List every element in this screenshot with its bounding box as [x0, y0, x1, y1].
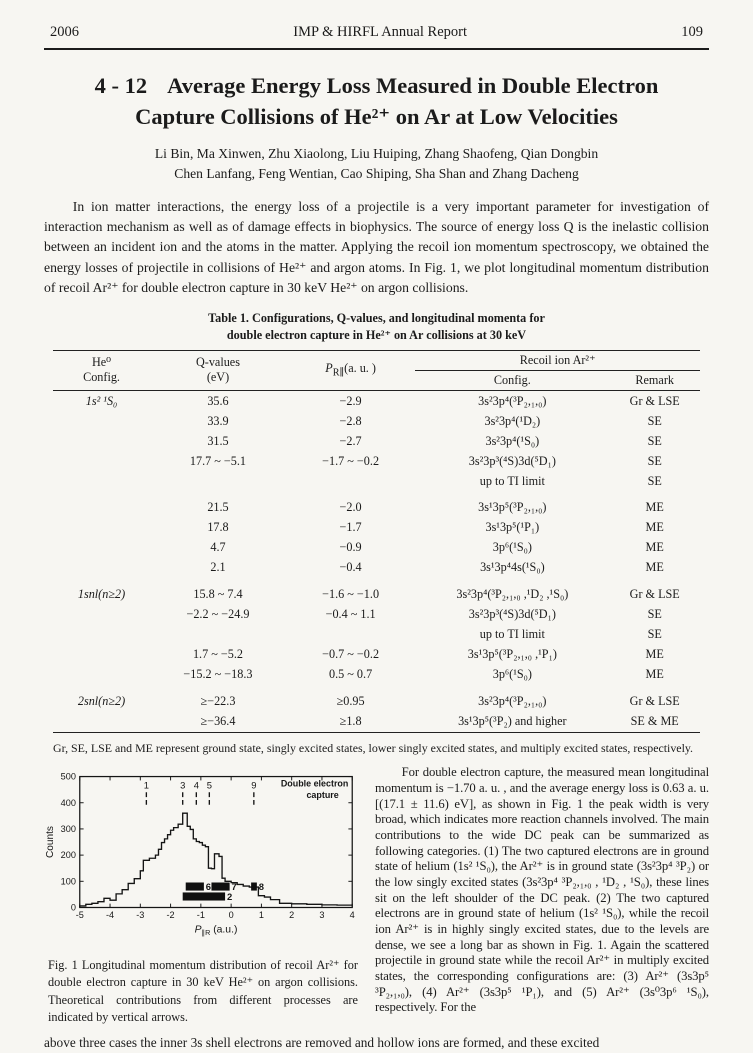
table-cell — [53, 538, 150, 558]
table-cell: 0.5 ~ 0.7 — [329, 667, 373, 682]
article-number: 4 - 12 — [94, 73, 148, 98]
table-cell: SE — [647, 453, 662, 468]
x-axis-tick-label: -2 — [166, 910, 175, 921]
table-cell — [53, 558, 150, 578]
table-cell: 3s²3p⁴(³P₂,₁,₀) — [478, 693, 547, 708]
table-cell: 1snl(n≥2) — [77, 587, 126, 602]
table-cell: 3s¹3p⁵(³P₂) and higher — [458, 713, 567, 728]
table-cell: −2.0 — [339, 500, 362, 515]
data-table — [53, 350, 700, 733]
table-row — [53, 558, 700, 578]
table-row — [53, 665, 700, 685]
table-cell — [53, 518, 150, 538]
arrow-label: 5 — [206, 779, 212, 791]
table-cell: −0.9 — [339, 540, 362, 555]
table-cell — [53, 431, 150, 451]
table-cell: −2.7 — [339, 433, 362, 448]
y-axis-tick-label: 0 — [70, 902, 76, 913]
x-axis-tick-label: 4 — [349, 910, 355, 921]
table-cell — [150, 625, 286, 645]
table-cell — [53, 471, 150, 491]
table-cell: −2.8 — [339, 413, 362, 428]
header-journal-title: IMP & HIRFL Annual Report — [293, 24, 467, 40]
table-cell: 1.7 ~ −5.2 — [192, 647, 243, 662]
table-cell — [53, 665, 150, 685]
body-paragraph: For double electron capture, the measured mean longitudinal momentum is −1.70 a. u. , and the average energy loss is 0.63 a. u. [(17.1 ± 11.6) eV], as shown in Fig. 1 the peak width is very broad, which indicates more reaction channels involved. The main contributions to the wide DC peak can be summarized as following categories. (1) The two captured electrons are in ground state of helium (1s² ¹S₀), the Ar²⁺ is in ground state (3s²3p⁴ ³P₂) or the low singly excited states (3s²3p⁴ ³P₂,₁,₀ , ¹D₂ , ¹S₀), these lines sit on the left shoulder of the DC peak. (2) The two captured electrons are in ground state of helium (1s² ¹S₀), while the recoil ion Ar²⁺ is in highly singly excited states, due to the levels are dense, we see a long bar as shown in Fig. 1. Again the scattered projectile in ground state while the recoil Ar²⁺ in multiply excited states, the corresponding configurations are: (3) Ar²⁺ (3s3p⁵ ³P₂,₁,₀), (4) Ar²⁺ (3s3p⁵ ¹P₁), and (5) Ar²⁺ (3s⁰3p⁶ ¹S₀), respectively. For the — [375, 765, 709, 1015]
y-axis-tick-label: 100 — [60, 876, 76, 887]
histogram-chart — [44, 765, 362, 946]
x-axis-tick-label: 2 — [289, 910, 295, 921]
table-cell: −1.6 ~ −1.0 — [322, 587, 380, 602]
table-cell: −0.4 — [339, 560, 362, 575]
table-cell: 3p⁶(¹S₀) — [492, 667, 532, 682]
x-axis-tick-label: -1 — [196, 910, 205, 921]
col-header-recoil-ion: Recoil ion Ar²⁺ — [415, 350, 700, 370]
running-header — [44, 24, 709, 41]
table-cell: 17.7 ~ −5.1 — [189, 453, 247, 468]
table-cell: 4.7 — [210, 540, 226, 555]
col-header-recoil-config: Config. — [493, 372, 531, 387]
figure-column — [44, 765, 362, 1026]
table-cell: 3s²3p⁴(¹S₀) — [485, 433, 540, 448]
table-cell: SE & ME — [630, 713, 679, 728]
table-cell: SE — [647, 627, 662, 642]
arrow-label: 3 — [180, 779, 186, 791]
table-row — [53, 605, 700, 625]
table-row — [53, 391, 700, 412]
y-axis-tick-label: 200 — [60, 850, 76, 861]
arrow-label: 1 — [143, 779, 149, 791]
table-cell: Gr & LSE — [629, 587, 680, 602]
table-footnote: Gr, SE, LSE and ME represent ground state, singly excited states, lower singly excited states, and multiply excited states, respectively. — [53, 740, 694, 755]
table-cell: 1s² ¹S₀ — [85, 393, 118, 408]
table-cell: 3p⁶(¹S₀) — [492, 540, 532, 555]
table-cell: up to TI limit — [479, 627, 545, 642]
table-row — [53, 538, 700, 558]
table-cell: 35.6 — [207, 393, 229, 408]
table-cell: SE — [647, 473, 662, 488]
col-header-momentum: $P_{R\parallel}(a$. u. ) — [325, 360, 376, 379]
col-header-remark: Remark — [635, 372, 674, 387]
legend-line1: Double electron — [280, 778, 349, 789]
table-cell: SE — [647, 413, 662, 428]
table-cell: 3s¹3p⁵(³P₂,₁,₀ ,¹P₁) — [467, 647, 557, 662]
table-row — [53, 578, 700, 605]
figure-1-caption: Fig. 1 Longitudinal momentum distribution of recoil Ar²⁺ for double electron capture in 30 keV He²⁺ on argon collisions. Theoretical contributions from different processes are indicated by vertical arrows. — [48, 958, 358, 1024]
table-row — [53, 685, 700, 712]
table-cell: ME — [645, 500, 664, 515]
table-cell: 3s¹3p⁴4s(¹S₀) — [480, 560, 545, 575]
table-cell: ≥1.8 — [339, 713, 362, 728]
table-cell — [286, 471, 415, 491]
table-cell: −1.7 — [339, 520, 362, 535]
body-text-column — [375, 765, 709, 1026]
table-row — [53, 471, 700, 491]
table-cell: ME — [645, 540, 664, 555]
table-cell: 3s¹3p⁵(¹P₁) — [485, 520, 540, 535]
continuation-line: above three cases the inner 3s shell electrons are removed and hollow ions are formed, and these excited — [44, 1034, 600, 1050]
x-axis-tick-label: -4 — [105, 910, 115, 921]
table-cell: −0.4 ~ 1.1 — [325, 607, 376, 622]
y-axis-label: Counts — [44, 826, 56, 859]
two-column-section — [44, 765, 709, 1026]
y-axis-tick-label: 500 — [60, 771, 76, 782]
arrow-label: 4 — [193, 779, 199, 791]
contribution-bar — [211, 883, 229, 891]
table-caption-line2: double electron capture in He²⁺ on Ar collisions at 30 keV — [226, 327, 527, 342]
y-axis-tick-label: 300 — [60, 824, 76, 835]
figure-1-plot — [44, 765, 362, 951]
table-caption — [44, 310, 709, 344]
table-cell: 31.5 — [207, 433, 229, 448]
legend-line2: capture — [306, 790, 339, 801]
table-cell: ME — [645, 647, 664, 662]
header-rule — [44, 48, 709, 50]
x-axis-tick-label: -3 — [136, 910, 145, 921]
table-cell: −0.7 ~ −0.2 — [322, 647, 380, 662]
article-title-line2: Capture Collisions of He²⁺ on Ar at Low Velocities — [135, 104, 618, 130]
table-caption-line1: Table 1. Configurations, Q-values, and longitudinal momenta for — [208, 310, 545, 325]
table-cell: 15.8 ~ 7.4 — [193, 587, 243, 602]
contribution-bar-label: 6 — [205, 880, 212, 892]
y-axis-tick-label: 400 — [60, 797, 76, 808]
article-title — [44, 70, 709, 132]
table-cell: −15.2 ~ −18.3 — [183, 667, 253, 682]
table-row — [53, 711, 700, 732]
table-row — [53, 625, 700, 645]
author-list — [44, 144, 709, 183]
table-cell: ME — [645, 560, 664, 575]
contribution-bar — [183, 893, 225, 901]
intro-paragraph: In ion matter interactions, the energy loss of a projectile is a very important parameter for investigation of interaction mechanism as well as of damage effects in biophysics. The source of energy loss Q is the inelastic collision between an incident ion and the atoms in the matter. Applying the recoil ion momentum spectroscopy, we obtained the energy losses of projectile in collisions of He²⁺ and argon atoms. In Fig. 1, we plot longitudinal momentum distribution of recoil Ar²⁺ for double electron capture in 30 keV He²⁺ on argon collisions. — [44, 198, 709, 296]
contribution-bar-label: 2 — [227, 890, 233, 902]
table-cell: 17.8 — [207, 520, 229, 535]
table-cell — [286, 625, 415, 645]
table-cell — [150, 471, 286, 491]
table-cell: ≥−36.4 — [200, 713, 236, 728]
contribution-bar — [251, 883, 257, 891]
x-axis-tick-label: 3 — [319, 910, 325, 921]
table-cell: −2.9 — [339, 393, 362, 408]
table-cell — [53, 491, 150, 518]
x-axis-tick-label: 1 — [258, 910, 264, 921]
table-cell: ≥0.95 — [336, 693, 365, 708]
table-cell: 3s¹3p⁵(³P₂,₁,₀) — [478, 500, 547, 515]
table-cell: ME — [645, 520, 664, 535]
header-year: 2006 — [50, 24, 79, 40]
table-cell: 3s²3p⁴(¹D₂) — [484, 413, 541, 428]
table-row — [53, 645, 700, 665]
contribution-bar — [186, 883, 204, 891]
table-cell — [53, 411, 150, 431]
table-cell: 2.1 — [210, 560, 226, 575]
x-axis-tick-label: -5 — [75, 910, 84, 921]
contribution-bar-label: 8 — [258, 880, 265, 892]
table-cell: SE — [647, 607, 662, 622]
table-cell: 3s²3p⁴(³P₂,₁,₀ ,¹D₂ ,¹S₀) — [456, 587, 569, 602]
col-header-he-config: He⁰ Config. — [83, 355, 120, 385]
table-cell: SE — [647, 433, 662, 448]
table-row — [53, 431, 700, 451]
table-cell — [53, 605, 150, 625]
author-line2: Chen Lanfang, Feng Wentian, Cao Shiping, Sha Shan and Zhang Dacheng — [174, 165, 579, 181]
table-cell: ≥−22.3 — [200, 693, 236, 708]
table-cell — [53, 625, 150, 645]
table-cell — [53, 451, 150, 471]
header-page-number: 109 — [681, 24, 703, 40]
article-title-line1: 4 - 12 Average Energy Loss Measured in Double Electron — [94, 73, 659, 98]
col-header-q-values: Q-values (eV) — [195, 355, 240, 385]
table-cell — [53, 711, 150, 732]
table-cell: up to TI limit — [479, 473, 545, 488]
table-cell: −1.7 ~ −0.2 — [322, 453, 380, 468]
table-row — [53, 411, 700, 431]
x-axis-tick-label: 0 — [228, 910, 234, 921]
table-row — [53, 451, 700, 471]
arrow-label: 9 — [251, 779, 257, 791]
table-cell: 33.9 — [207, 413, 229, 428]
x-axis-label: $P_{\parallel R}$ (a.u.) — [194, 924, 238, 938]
table-header — [53, 350, 700, 391]
table-cell: −2.2 ~ −24.9 — [186, 607, 250, 622]
table-row — [53, 491, 700, 518]
table-cell: Gr & LSE — [629, 393, 680, 408]
table-cell: 2snl(n≥2) — [77, 693, 126, 708]
table-cell — [53, 645, 150, 665]
author-line1: Li Bin, Ma Xinwen, Zhu Xiaolong, Liu Huiping, Zhang Shaofeng, Qian Dongbin — [154, 146, 599, 162]
table-cell: ME — [645, 667, 664, 682]
table-cell: 3s²3p³(⁴S)3d(⁵D₁) — [468, 453, 556, 468]
table-body — [53, 391, 700, 732]
contribution-bar-label: 7 — [231, 880, 237, 892]
table-cell: 3s²3p³(⁴S)3d(⁵D₁) — [468, 607, 556, 622]
table-row — [53, 518, 700, 538]
table-cell: 21.5 — [207, 500, 229, 515]
table-cell: 3s²3p⁴(³P₂,₁,₀) — [478, 393, 547, 408]
table-cell: Gr & LSE — [629, 693, 680, 708]
